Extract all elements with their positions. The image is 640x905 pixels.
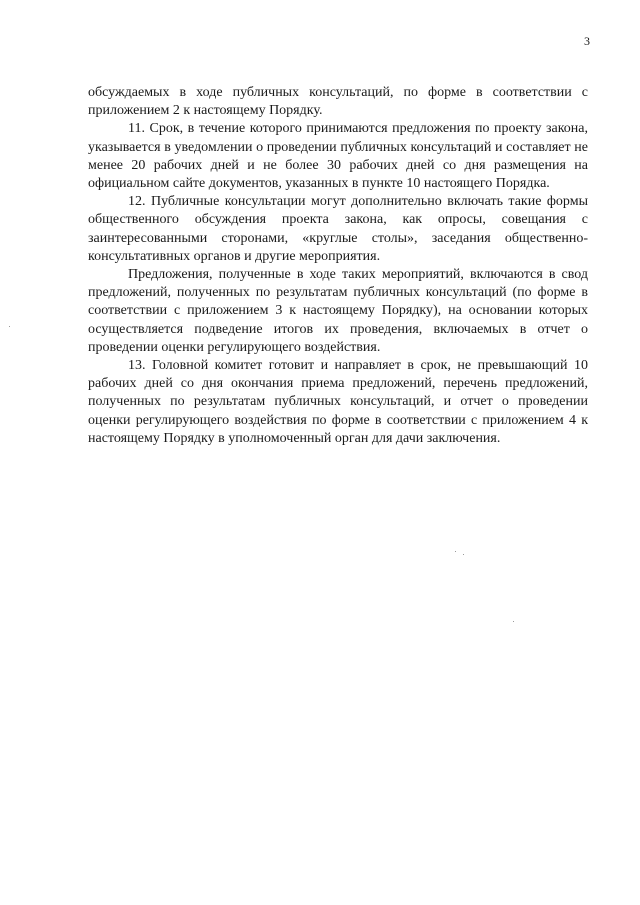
paragraph-clause-12: 12. Публичные консультации могут дополнительно включать такие формы общественного обсуждения проекта закона, как опросы, совещания с заинтересованными сторонами, «круглые столы», заседания общественно-консультативных органов и другие мероприятия.	[88, 194, 588, 264]
scan-speck	[9, 326, 10, 327]
scan-speck	[513, 621, 514, 622]
paragraph-proposals: Предложения, полученные в ходе таких мероприятий, включаются в свод предложений, полученных по результатам публичных консультаций (по форме в соответствии с приложением 3 к настоящему Порядку), на основании которых осуществляется подведение итогов их проведения, включаемых в отчет о проведении оценки регулирующего воздействия.	[88, 267, 588, 355]
document-body	[88, 84, 588, 448]
paragraph-clause-11: 11. Срок, в течение которого принимаются предложения по проекту закона, указывается в уведомлении о проведении публичных консультаций и составляет не менее 20 рабочих дней и не более 30 рабочих дней со дня размещения на официальном сайте документов, указанных в пункте 10 настоящего Порядка.	[88, 121, 588, 192]
paragraph-continuation: обсуждаемых в ходе публичных консультаций, по форме в соответствии с приложением 2 к настоящему Порядку.	[88, 85, 588, 119]
page-number: 3	[584, 34, 590, 48]
paragraph-clause-13: 13. Головной комитет готовит и направляет в срок, не превышающий 10 рабочих дней со дня окончания приема предложений, перечень предложений, полученных по результатам публичных консультаций, и отчет о проведении оценки регулирующего воздействия по форме в соответствии с приложением 4 к настоящему Порядку в уполномоченный орган для дачи заключения.	[88, 358, 588, 446]
scan-speck	[455, 551, 456, 552]
scan-speck	[463, 554, 464, 555]
